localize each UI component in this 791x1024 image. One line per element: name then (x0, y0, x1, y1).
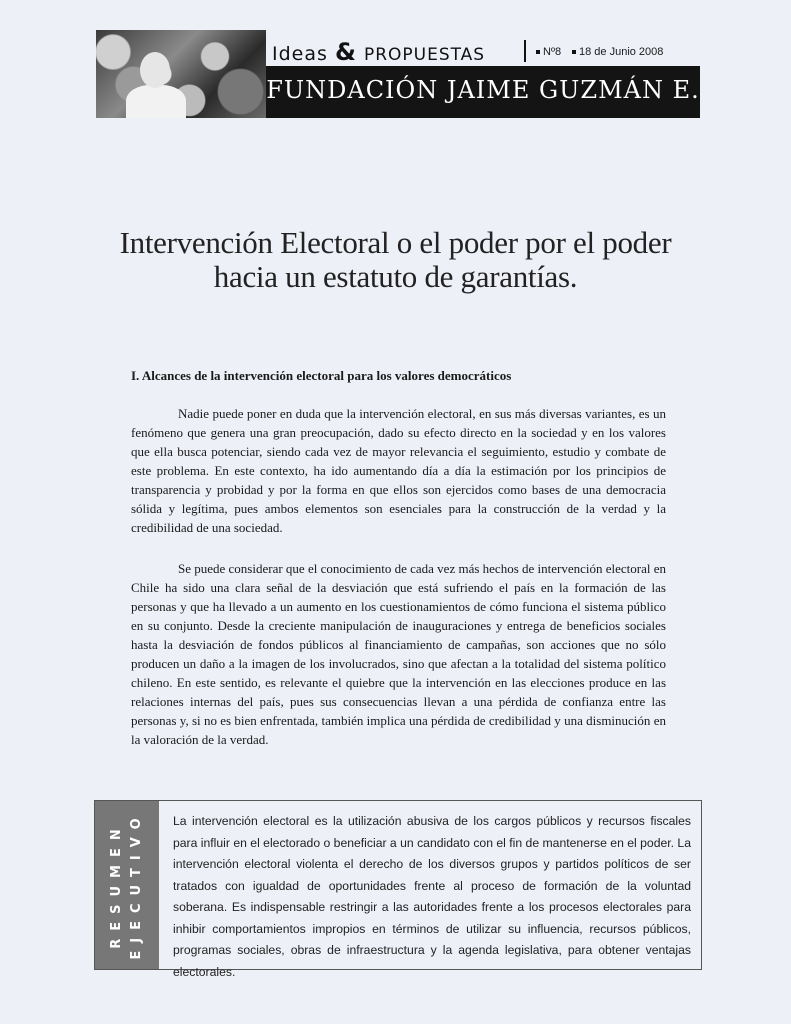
executive-summary-label (107, 810, 147, 959)
executive-summary-text: La intervención electoral es la utilización abusiva de los cargos públicos y recursos fiscales para influir en el electorado o beneficiar a un candidato con el fin de mantenerse en el poder. La intervención electoral violenta el derecho de los diversos grupos y partidos políticos de ser tratados con igualdad de oportunidades frente al proceso de formación de la voluntad soberana. Es indispensable restringir a las autoridades frente a los procesos electorales para inhibir comportamientos impropios en términos de utilizar su influencia, recursos públicos, programas sociales, obras de infraestructura y la agenda legislativa, para obtener ventajas electorales. (173, 814, 691, 979)
photo-figure-face (140, 52, 170, 88)
issue-date-text: 18 de Junio 2008 (579, 46, 664, 58)
summary-label-line-2: EJECUTIVO (129, 810, 144, 960)
header-divider (524, 40, 526, 62)
issue-number (536, 46, 561, 58)
series-word-propuestas: PROPUESTAS (363, 45, 486, 65)
paragraph: Nadie puede poner en duda que la intervención electoral, en sus más diversas variantes, es un fenómeno que genera una gran preocupación, dado su efecto directo en la sociedad y en los valores que ella busca potenciar, siendo cada vez de mayor relevancia el seguimiento, estudio y combate de este problema. En este contexto, ha ido aumentando día a día la estimación por los principios de transparencia y probidad y por la forma en que ellos son ejercidos como bases de una democracia sólida y legítima, pues ambos elementos son esenciales para la construcción de la verdad y la credibilidad de una sociedad. (131, 406, 666, 535)
issue-date (572, 46, 663, 58)
header-photo (96, 30, 266, 118)
bullet-icon (536, 50, 540, 54)
bullet-icon (572, 50, 576, 54)
series-ampersand: & (334, 38, 357, 66)
summary-label-line-1: RESUMEN (109, 821, 124, 949)
title-line-1: Intervención Electoral o el poder por el poder (119, 225, 672, 260)
issue-number-text: Nº8 (543, 46, 562, 58)
section-heading: I. Alcances de la intervención electoral para los valores democráticos (131, 368, 512, 383)
series-word-ideas: Ideas (272, 43, 328, 65)
executive-summary-tab (95, 801, 159, 969)
document-title (60, 226, 731, 294)
photo-figure-body (126, 85, 186, 118)
foundation-banner (266, 66, 700, 118)
executive-summary-box (94, 800, 702, 979)
foundation-name: FUNDACIÓN JAIME GUZMÁN E. (266, 76, 700, 104)
title-line-2: hacia un estatuto de garantías. (213, 259, 578, 294)
paragraph: Se puede considerar que el conocimiento de cada vez más hechos de intervención electoral en Chile ha sido una clara señal de la desviación que está sufriendo el país en la formación de las personas y que ha llevado a un aumento en los cuestionamientos de cómo funciona el sistema público en su conjunto. Desde la creciente manipulación de inauguraciones y entrega de beneficios sociales hasta la desviación de fondos públicos al financiamiento de campañas, son acciones que no sólo producen un daño a la imagen de los involucrados, sino que afectan a la totalidad del sistema político chileno. En este sentido, es relevante el quiebre que la intervención en las elecciones produce en las relaciones internas del país, pues sus consecuencias llevan a una pérdida de confianza entre las personas y, si no es bien enfrentada, también implica una pérdida de credibilidad y una disminución en la valoración de la verdad. (131, 561, 667, 747)
series-title (272, 38, 485, 66)
